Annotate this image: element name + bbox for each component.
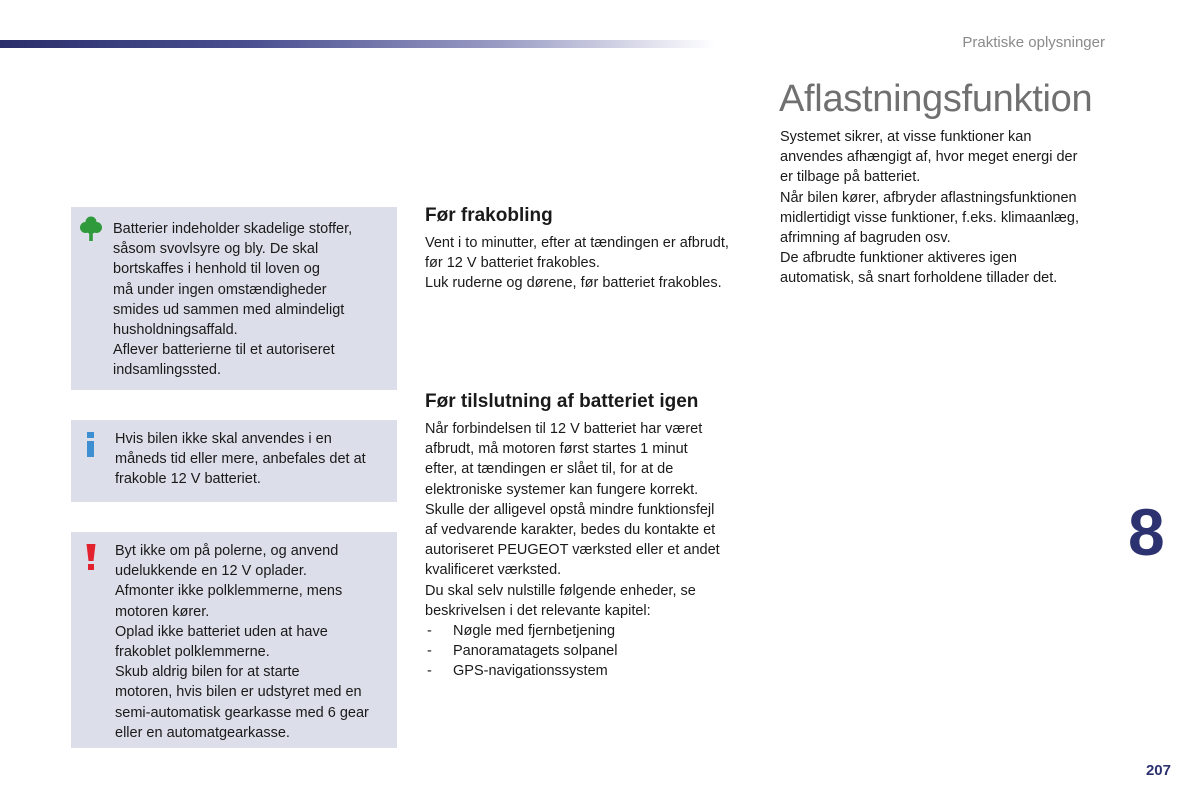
exclamation-icon	[85, 544, 97, 575]
reconnect-text: Når forbindelsen til 12 V batteriet har været afbrudt, må motoren først startes 1 minut efter, at tændingen er slået til, for at de elektroniske systemer kan fungere korrekt. Skulle der alligevel opstå mindre funktionsfejl af vedvarende karakter, bedes du kontakte et autoriseret PEUGEOT værksted eller et andet kvalificeret værksted. Du skal selv nulstille følgende enheder, se beskrivelsen i det relevante kapitel:	[425, 421, 720, 619]
tree-icon	[80, 216, 102, 247]
info-icon	[85, 432, 97, 463]
list-item: - Panoramatagets solpanel	[425, 641, 765, 661]
list-item: - Nøgle med fjernbetjening	[425, 621, 765, 641]
page-title: Aflastningsfunktion	[779, 78, 1093, 120]
environment-note-text: Batterier indeholder skadelige stoffer, såsom svovlsyre og bly. De skal bortskaffes i henhold til loven og må under ingen omstændigheder smides ud sammen med almindeligt husholdningsaffald. Aflever batterierne til et autoriseret indsamlingssted.	[113, 221, 353, 379]
list-item: - GPS-navigationssystem	[425, 661, 765, 681]
reconnect-list	[425, 621, 765, 682]
warning-note	[71, 532, 397, 748]
warning-note-text: Byt ikke om på polerne, og anvend udelukkende en 12 V oplader. Afmonter ikke polklemmerne, mens motoren kører. Oplad ikke batteriet uden at have frakoblet polklemmerne. Skub aldrig bilen for at starte motoren, hvis bilen er udstyret med en semi-automatisk gearkasse med 6 gear eller en automatgearkasse.	[115, 543, 369, 741]
disconnect-text: Vent i to minutter, efter at tændingen er afbrudt, før 12 V batteriet frakobles. Luk ruderne og dørene, før batteriet frakobles.	[425, 235, 729, 292]
page-number: 207	[1145, 762, 1171, 779]
environment-note	[71, 207, 397, 390]
chapter-number: 8	[1128, 495, 1165, 569]
header-gradient-bar	[0, 40, 715, 48]
disconnect-heading: Før frakobling	[425, 205, 553, 226]
load-shedding-section	[780, 127, 1120, 289]
disconnect-section	[425, 233, 765, 294]
info-note	[71, 420, 397, 502]
load-shedding-text: Systemet sikrer, at visse funktioner kan anvendes afhængigt af, hvor meget energi der er tilbage på batteriet. Når bilen kører, afbryder aflastningsfunktionen midlertidigt visse funktioner, f.eks. klimaanlæg, afrimning af bagruden osv. De afbrudte funktioner aktiveres igen automatisk, så snart forholdene tillader det.	[780, 129, 1079, 287]
reconnect-section	[425, 419, 765, 682]
section-label: Praktiske oplysninger	[962, 34, 1105, 51]
info-note-text: Hvis bilen ikke skal anvendes i en måneds tid eller mere, anbefales det at frakoble 12 V batteriet.	[115, 431, 366, 488]
reconnect-heading: Før tilslutning af batteriet igen	[425, 391, 699, 412]
